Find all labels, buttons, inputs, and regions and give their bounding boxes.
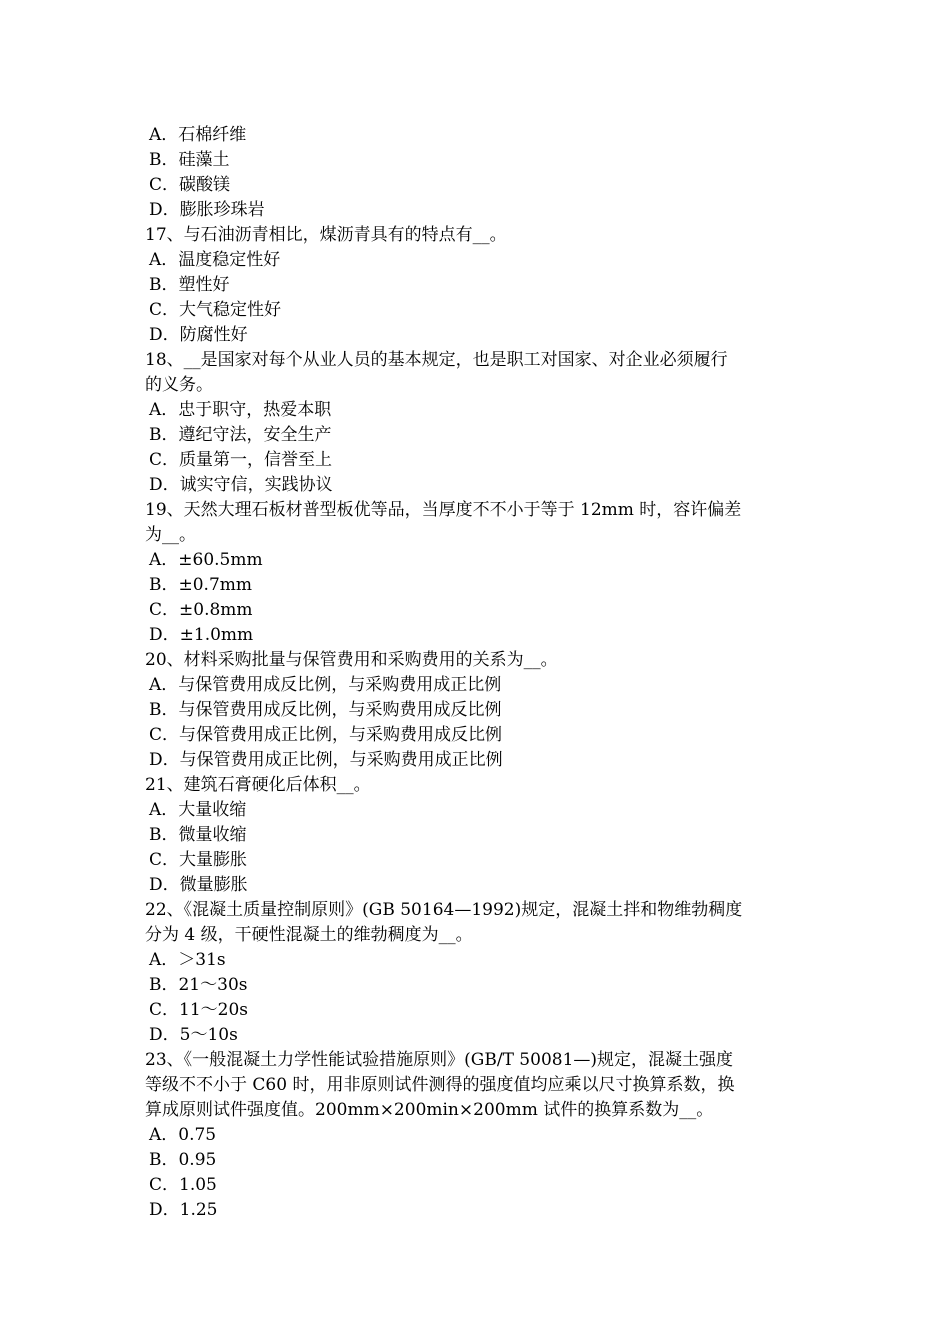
option-b: B．硅藻土 bbox=[149, 150, 230, 170]
question-stem: 21、建筑石膏硬化后体积__。 bbox=[145, 775, 371, 795]
option-b: B．21～30s bbox=[149, 975, 248, 995]
question-18 bbox=[145, 348, 810, 498]
question-stem: 19、天然大理石板材普型板优等品，当厚度不不小于等于 12mm 时，容许偏差 bbox=[145, 500, 742, 520]
option-d: D．防腐性好 bbox=[149, 325, 248, 345]
option-d: D．与保管费用成正比例，与采购费用成正比例 bbox=[149, 750, 503, 770]
option-d: D．5～10s bbox=[149, 1025, 238, 1045]
option-c: C．大气稳定性好 bbox=[149, 300, 282, 320]
question-stem: 22、《混凝土质量控制原则》(GB 50164—1992)规定，混凝土拌和物维勃稠度 bbox=[145, 900, 743, 920]
question-stem-cont: 的义务。 bbox=[145, 375, 213, 395]
option-d: D．±1.0mm bbox=[149, 625, 254, 645]
question-stem: 17、与石油沥青相比，煤沥青具有的特点有__。 bbox=[145, 225, 507, 245]
option-a: A．＞31s bbox=[149, 950, 226, 970]
document-page bbox=[145, 123, 810, 1223]
option-a: A．±60.5mm bbox=[149, 550, 263, 570]
option-a: A．忠于职守，热爱本职 bbox=[149, 400, 332, 420]
question-stem: 18、__是国家对每个从业人员的基本规定，也是职工对国家、对企业必须履行 bbox=[145, 350, 728, 370]
question-23 bbox=[145, 1048, 810, 1223]
option-b: B．与保管费用成反比例，与采购费用成反比例 bbox=[149, 700, 502, 720]
question-stem: 20、材料采购批量与保管费用和采购费用的关系为__。 bbox=[145, 650, 558, 670]
option-b: B．遵纪守法，安全生产 bbox=[149, 425, 332, 445]
option-a: A．与保管费用成反比例，与采购费用成正比例 bbox=[149, 675, 502, 695]
question-19 bbox=[145, 498, 810, 648]
option-b: B．0.95 bbox=[149, 1150, 217, 1170]
option-c: C．1.05 bbox=[149, 1175, 217, 1195]
option-c: C．大量膨胀 bbox=[149, 850, 248, 870]
option-c: C．质量第一，信誉至上 bbox=[149, 450, 333, 470]
option-b: B．塑性好 bbox=[149, 275, 230, 295]
option-a: A．温度稳定性好 bbox=[149, 250, 281, 270]
option-a: A．大量收缩 bbox=[149, 800, 247, 820]
question-stem: 23、《一般混凝土力学性能试验措施原则》(GB/T 50081—)规定，混凝土强度 bbox=[145, 1050, 734, 1070]
option-a: A．0.75 bbox=[149, 1125, 217, 1145]
question-stem-cont: 算成原则试件强度值。200mm×200min×200mm 试件的换算系数为__。 bbox=[145, 1100, 714, 1120]
option-c: C．11～20s bbox=[149, 1000, 248, 1020]
question-stem-cont: 等级不不小于 C60 时，用非原则试件测得的强度值均应乘以尺寸换算系数，换 bbox=[145, 1075, 735, 1095]
question-stem-cont: 分为 4 级，干硬性混凝土的维勃稠度为__。 bbox=[145, 925, 473, 945]
option-c: C．±0.8mm bbox=[149, 600, 253, 620]
option-d: D．微量膨胀 bbox=[149, 875, 248, 895]
option-d: D．1.25 bbox=[149, 1200, 218, 1220]
option-a: A．石棉纤维 bbox=[149, 125, 247, 145]
question-17 bbox=[145, 223, 810, 348]
question-21 bbox=[145, 773, 810, 898]
question-16-options bbox=[145, 123, 810, 223]
option-c: C．碳酸镁 bbox=[149, 175, 231, 195]
option-b: B．微量收缩 bbox=[149, 825, 247, 845]
option-d: D．膨胀珍珠岩 bbox=[149, 200, 265, 220]
question-stem-cont: 为__。 bbox=[145, 525, 196, 545]
option-d: D．诚实守信，实践协议 bbox=[149, 475, 333, 495]
question-20 bbox=[145, 648, 810, 773]
question-22 bbox=[145, 898, 810, 1048]
option-b: B．±0.7mm bbox=[149, 575, 253, 595]
option-c: C．与保管费用成正比例，与采购费用成反比例 bbox=[149, 725, 503, 745]
